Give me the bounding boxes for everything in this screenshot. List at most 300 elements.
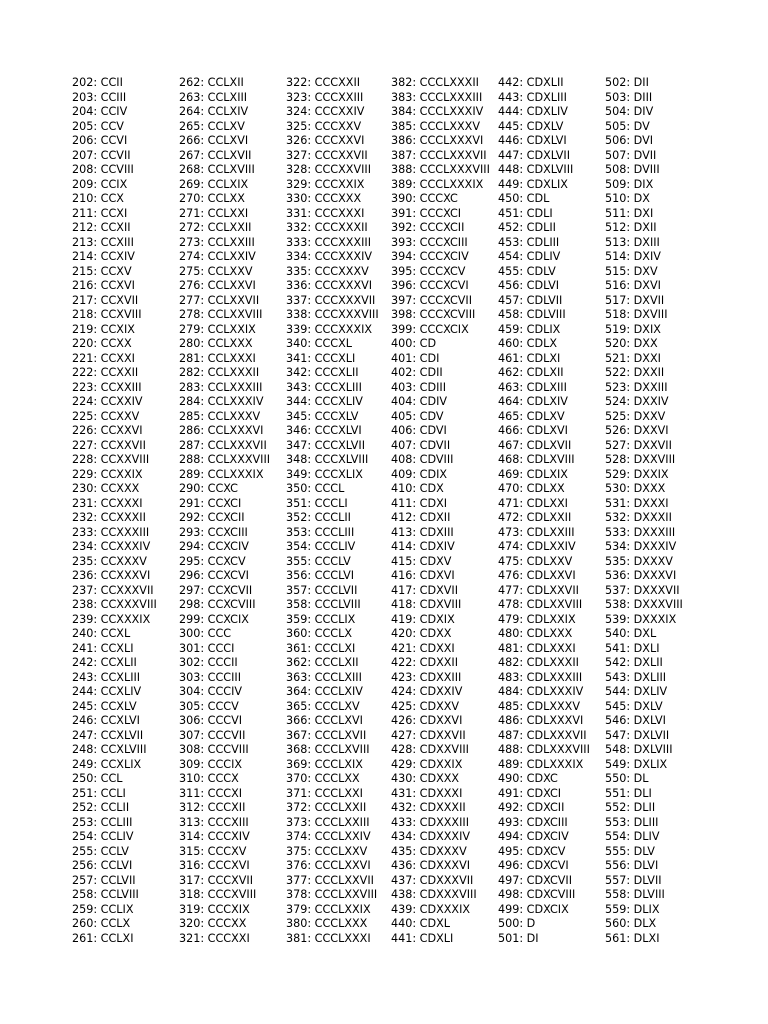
numeral-entry: 459: CDLIX [498,322,561,336]
numeral-entry: 516: DXVI [605,279,661,292]
numeral-entry: 312: CCCXII [179,801,246,814]
numeral-entry: 229: CCXXIX [72,467,143,481]
numeral-entry: 525: DXXV [605,409,666,423]
numeral-entry: 491: CDXCI [498,786,562,800]
numeral-entry: 282: CCLXXXII [179,366,260,379]
numeral-entry: 466: CDLXVI [498,424,568,437]
numeral-entry: 319: CCCXIX [179,902,250,916]
numeral-entry: 379: CCCLXXIX [286,902,371,916]
numeral-entry: 467: CDLXVII [498,438,572,452]
numeral-entry: 561: DLXI [605,931,660,945]
numeral-entry: 237: CCXXXVII [72,583,154,597]
numeral-entry: 438: CDXXXVIII [391,888,477,901]
numeral-entry: 426: CDXXVI [391,714,463,727]
numeral-entry: 360: CCCLX [286,627,353,640]
numeral-entry: 315: CCCXV [179,844,247,858]
numeral-entry: 486: CDLXXXVI [498,714,584,727]
numeral-entry: 242: CCXLII [72,656,137,669]
numeral-entry: 362: CCCLXII [286,656,359,669]
numeral-entry: 406: CDVI [391,424,447,437]
numeral-entry: 337: CCCXXXVII [286,293,376,307]
numeral-entry: 328: CCCXXVIII [286,163,371,176]
numeral-entry: 400: CD [391,337,437,350]
numeral-entry: 496: CDXCVI [498,859,569,872]
numeral-entry: 351: CCCLI [286,496,348,510]
numeral-entry: 262: CCLXII [179,76,244,89]
numeral-entry: 541: DXLI [605,641,660,655]
numeral-entry: 408: CDVIII [391,453,454,466]
numeral-entry: 397: CCCXCVII [391,293,473,307]
numeral-entry: 232: CCXXXII [72,511,146,524]
numeral-entry: 331: CCCXXXI [286,206,365,220]
numeral-entry: 295: CCXCV [179,554,246,568]
numeral-entry: 296: CCXCVI [179,569,249,582]
numeral-entry: 320: CCCXX [179,917,247,930]
numeral-entry: 548: DXLVIII [605,743,673,756]
numeral-entry: 277: CCLXXVII [179,293,260,307]
numeral-entry: 209: CCIX [72,177,128,191]
numeral-entry: 462: CDLXII [498,366,564,379]
numeral-entry: 458: CDLVIII [498,308,566,321]
numeral-entry: 395: CCCXCV [391,264,466,278]
numeral-entry: 323: CCCXXIII [286,90,364,104]
numeral-entry: 421: CDXXI [391,641,455,655]
numeral-entry: 510: DX [605,192,650,205]
numeral-entry: 281: CCLXXXI [179,351,256,365]
numeral-entry: 241: CCXLI [72,641,134,655]
numeral-entry: 504: DIV [605,105,654,118]
numeral-entry: 507: DVII [605,148,657,162]
numeral-entry: 308: CCCVIII [179,743,249,756]
numeral-entry: 393: CCCXCIII [391,235,468,249]
numeral-entry: 368: CCCLXVIII [286,743,370,756]
numeral-entry: 231: CCXXXI [72,496,143,510]
numeral-entry: 512: DXII [605,221,657,234]
numeral-entry: 271: CCLXXI [179,206,249,220]
numeral-entry: 253: CCLIII [72,815,133,829]
numeral-entry: 511: DXI [605,206,654,220]
numeral-entry: 527: DXXVII [605,438,672,452]
numeral-entry: 266: CCLXVI [179,134,249,147]
numeral-entry: 523: DXXIII [605,380,668,394]
numeral-entry: 269: CCLXIX [179,177,249,191]
numeral-entry: 447: CDXLVII [498,148,571,162]
numeral-entry: 244: CCXLIV [72,685,142,698]
numeral-entry: 251: CCLI [72,786,126,800]
numeral-entry: 416: CDXVI [391,569,455,582]
numeral-entry: 490: CDXC [498,772,558,785]
numeral-entry: 558: DLVIII [605,888,665,901]
numeral-entry: 293: CCXCIII [179,525,248,539]
numeral-entry: 391: CCCXCI [391,206,462,220]
numeral-entry: 425: CDXXV [391,699,460,713]
numeral-entry: 410: CDX [391,482,444,495]
numeral-entry: 535: DXXXV [605,554,673,568]
numeral-entry: 297: CCXCVII [179,583,253,597]
numeral-entry: 390: CCCXC [391,192,458,205]
numeral-entry: 493: CDXCIII [498,815,568,829]
numeral-entry: 386: CCCLXXXVI [391,134,484,147]
numeral-entry: 279: CCLXXIX [179,322,256,336]
numeral-entry: 227: CCXXVII [72,438,146,452]
numeral-entry: 431: CDXXXI [391,786,463,800]
numeral-entry: 206: CCVI [72,134,128,147]
numeral-entry: 488: CDLXXXVIII [498,743,590,756]
numeral-entry: 347: CCCXLVII [286,438,366,452]
numeral-entry: 556: DLVI [605,859,659,872]
column-2 [179,76,270,946]
numeral-entry: 343: CCCXLIII [286,380,362,394]
numeral-entry: 238: CCXXXVIII [72,598,157,611]
numeral-entry: 542: DXLII [605,656,663,669]
numeral-entry: 483: CDLXXXIII [498,670,583,684]
numeral-entry: 260: CCLX [72,917,131,930]
numeral-entry: 290: CCXC [179,482,238,495]
numeral-entry: 498: CDXCVIII [498,888,576,901]
numeral-entry: 409: CDIX [391,467,448,481]
numeral-entry: 342: CCCXLII [286,366,359,379]
numeral-entry: 243: CCXLIII [72,670,141,684]
numeral-entry: 348: CCCXLVIII [286,453,369,466]
numeral-entry: 333: CCCXXXIII [286,235,372,249]
numeral-entry: 330: CCCXXX [286,192,362,205]
numeral-entry: 292: CCXCII [179,511,245,524]
numeral-entry: 533: DXXXIII [605,525,676,539]
numeral-entry: 457: CDLVII [498,293,563,307]
numeral-entry: 285: CCLXXXV [179,409,261,423]
numeral-entry: 222: CCXXII [72,366,139,379]
numeral-entry: 413: CDXIII [391,525,454,539]
numeral-entry: 444: CDXLIV [498,105,568,118]
numeral-entry: 240: CCXL [72,627,131,640]
numeral-entry: 448: CDXLVIII [498,163,574,176]
numeral-entry: 291: CCXCI [179,496,242,510]
numeral-entry: 480: CDLXXX [498,627,573,640]
numeral-entry: 294: CCXCIV [179,540,249,553]
numeral-entry: 445: CDXLV [498,119,564,133]
numeral-entry: 257: CCLVII [72,873,136,887]
numeral-entry: 376: CCCLXXVI [286,859,371,872]
numeral-entry: 399: CCCXCIX [391,322,469,336]
numeral-entry: 404: CDIV [391,395,448,408]
numeral-entry: 300: CCC [179,627,232,640]
numeral-entry: 461: CDLXI [498,351,561,365]
numeral-entry: 374: CCCLXXIV [286,830,371,843]
numeral-entry: 412: CDXII [391,511,451,524]
numeral-entry: 259: CCLIX [72,902,134,916]
numeral-entry: 429: CDXXIX [391,757,463,771]
numeral-entry: 449: CDXLIX [498,177,568,191]
numeral-entry: 255: CCLV [72,844,129,858]
numeral-entry: 439: CDXXXIX [391,902,471,916]
numeral-entry: 522: DXXII [605,366,665,379]
numeral-entry: 261: CCLXI [72,931,134,945]
numeral-entry: 326: CCCXXVI [286,134,365,147]
numeral-entry: 234: CCXXXIV [72,540,151,553]
numeral-entry: 299: CCXCIX [179,612,249,626]
numeral-entry: 436: CDXXXVI [391,859,471,872]
numeral-entry: 472: CDLXXII [498,511,572,524]
numeral-entry: 540: DXL [605,627,657,640]
numeral-entry: 477: CDLXXVII [498,583,579,597]
numeral-entry: 350: CCCL [286,482,345,495]
numeral-entry: 310: CCCX [179,772,239,785]
numeral-entry: 537: DXXXVII [605,583,680,597]
numeral-entry: 503: DIII [605,90,653,104]
numeral-entry: 530: DXXX [605,482,666,495]
numeral-entry: 211: CCXI [72,206,128,220]
numeral-entry: 245: CCXLV [72,699,137,713]
numeral-entry: 316: CCCXVI [179,859,250,872]
numeral-entry: 528: DXXVIII [605,453,676,466]
numeral-entry: 224: CCXXIV [72,395,143,408]
numeral-entry: 225: CCXXV [72,409,140,423]
numeral-entry: 334: CCCXXXIV [286,250,373,263]
numeral-entry: 226: CCXXVI [72,424,143,437]
numeral-entry: 437: CDXXXVII [391,873,474,887]
numeral-entry: 371: CCCLXXI [286,786,363,800]
numeral-entry: 208: CCVIII [72,163,134,176]
numeral-entry: 531: DXXXI [605,496,669,510]
numeral-entry: 549: DXLIX [605,757,668,771]
numeral-entry: 546: DXLVI [605,714,666,727]
numeral-entry: 280: CCLXXX [179,337,253,350]
numeral-entry: 514: DXIV [605,250,661,263]
numeral-entry: 289: CCLXXXIX [179,467,264,481]
numeral-entry: 263: CCLXIII [179,90,248,104]
numeral-entry: 501: DI [498,931,539,945]
numeral-entry: 210: CCX [72,192,124,205]
numeral-entry: 476: CDLXXVI [498,569,576,582]
numeral-entry: 482: CDLXXXII [498,656,579,669]
column-1 [72,76,157,946]
numeral-entry: 497: CDXCVII [498,873,573,887]
numeral-entry: 474: CDLXXIV [498,540,576,553]
numeral-entry: 414: CDXIV [391,540,455,553]
column-4 [391,76,490,946]
numeral-entry: 543: DXLIII [605,670,667,684]
numeral-entry: 247: CCXLVII [72,728,144,742]
numeral-entry: 385: CCCLXXXV [391,119,480,133]
numeral-entry: 454: CDLIV [498,250,561,263]
numeral-entry: 524: DXXIV [605,395,669,408]
numeral-entry: 207: CCVII [72,148,131,162]
numeral-entry: 365: CCCLXV [286,699,360,713]
numeral-entry: 248: CCXLVIII [72,743,147,756]
numeral-entry: 463: CDLXIII [498,380,567,394]
numeral-entry: 388: CCCLXXXVIII [391,163,490,176]
numeral-entry: 214: CCXIV [72,250,135,263]
numeral-entry: 518: DXVIII [605,308,668,321]
numeral-entry: 341: CCCXLI [286,351,356,365]
numeral-entry: 551: DLI [605,786,652,800]
numeral-entry: 268: CCLXVIII [179,163,255,176]
numeral-entry: 354: CCCLIV [286,540,356,553]
numeral-entry: 264: CCLXIV [179,105,249,118]
numeral-entry: 239: CCXXXIX [72,612,151,626]
numeral-entry: 217: CCXVII [72,293,139,307]
numeral-entry: 420: CDXX [391,627,452,640]
numeral-entry: 442: CDXLII [498,76,564,89]
numeral-entry: 202: CCII [72,76,123,89]
numeral-entry: 469: CDLXIX [498,467,568,481]
numeral-entry: 428: CDXXVIII [391,743,469,756]
numeral-entry: 284: CCLXXXIV [179,395,264,408]
numeral-entry: 470: CDLXX [498,482,565,495]
numeral-entry: 378: CCCLXXVIII [286,888,378,901]
numeral-entry: 367: CCCLXVII [286,728,367,742]
numeral-entry: 443: CDXLIII [498,90,567,104]
numeral-entry: 492: CDXCII [498,801,565,814]
numeral-entry: 384: CCCLXXXIV [391,105,484,118]
numeral-entry: 440: CDXL [391,917,451,930]
numeral-entry: 515: DXV [605,264,658,278]
numeral-entry: 538: DXXXVIII [605,598,683,611]
numeral-entry: 383: CCCLXXXIII [391,90,483,104]
numeral-entry: 455: CDLV [498,264,556,278]
numeral-entry: 475: CDLXXV [498,554,573,568]
numeral-entry: 552: DLII [605,801,656,814]
numeral-entry: 302: CCCII [179,656,238,669]
numeral-entry: 375: CCCLXXV [286,844,368,858]
numeral-entry: 398: CCCXCVIII [391,308,476,321]
numeral-entry: 358: CCCLVIII [286,598,361,611]
numeral-entry: 346: CCCXLVI [286,424,362,437]
numeral-entry: 254: CCLIV [72,830,134,843]
numeral-entry: 349: CCCXLIX [286,467,363,481]
numeral-entry: 465: CDLXV [498,409,565,423]
numeral-entry: 219: CCXIX [72,322,135,336]
numeral-entry: 212: CCXII [72,221,131,234]
numeral-entry: 278: CCLXXVIII [179,308,263,321]
numeral-entry: 236: CCXXXVI [72,569,151,582]
numeral-entry: 481: CDLXXXI [498,641,576,655]
numeral-entry: 479: CDLXXIX [498,612,576,626]
numeral-entry: 502: DII [605,76,649,89]
numeral-entry: 401: CDI [391,351,440,365]
numeral-entry: 307: CCCVII [179,728,246,742]
numeral-entry: 344: CCCXLIV [286,395,363,408]
numeral-entry: 313: CCCXIII [179,815,249,829]
numeral-entry: 233: CCXXXIII [72,525,150,539]
numeral-entry: 370: CCCLXX [286,772,360,785]
numeral-entry: 338: CCCXXXVIII [286,308,379,321]
numeral-entry: 495: CDXCV [498,844,566,858]
numeral-entry: 283: CCLXXXIII [179,380,263,394]
numeral-entry: 460: CDLX [498,337,558,350]
numeral-entry: 544: DXLIV [605,685,668,698]
numeral-entry: 553: DLIII [605,815,659,829]
numeral-entry: 423: CDXXIII [391,670,462,684]
numeral-entry: 484: CDLXXXIV [498,685,584,698]
numeral-entry: 336: CCCXXXVI [286,279,373,292]
numeral-entry: 218: CCXVIII [72,308,142,321]
numeral-entry: 246: CCXLVI [72,714,140,727]
numeral-entry: 487: CDLXXXVII [498,728,587,742]
numeral-entry: 520: DXX [605,337,658,350]
numeral-entry: 363: CCCLXIII [286,670,362,684]
numeral-entry: 494: CDXCIV [498,830,569,843]
numeral-entry: 275: CCLXXV [179,264,253,278]
numeral-entry: 451: CDLI [498,206,553,220]
numeral-entry: 329: CCCXXIX [286,177,365,191]
column-6 [605,76,683,946]
numeral-entry: 456: CDLVI [498,279,560,292]
numeral-entry: 359: CCCLIX [286,612,356,626]
numeral-entry: 230: CCXXX [72,482,140,495]
numeral-entry: 500: D [498,917,536,930]
numeral-entry: 478: CDLXXVIII [498,598,583,611]
numeral-entry: 430: CDXXX [391,772,460,785]
numeral-entry: 411: CDXI [391,496,448,510]
numeral-entry: 270: CCLXX [179,192,245,205]
numeral-entry: 361: CCCLXI [286,641,356,655]
numeral-entry: 311: CCCXI [179,786,243,800]
numeral-entry: 353: CCCLIII [286,525,355,539]
numeral-entry: 258: CCLVIII [72,888,139,901]
numeral-entry: 418: CDXVIII [391,598,462,611]
numeral-entry: 517: DXVII [605,293,665,307]
numeral-entry: 453: CDLIII [498,235,560,249]
numeral-entry: 220: CCXX [72,337,132,350]
numeral-entry: 513: DXIII [605,235,660,249]
numeral-entry: 536: DXXXVI [605,569,677,582]
numeral-entry: 526: DXXVI [605,424,669,437]
column-3 [286,76,379,946]
numeral-entry: 532: DXXXII [605,511,672,524]
numeral-entry: 539: DXXXIX [605,612,677,626]
numeral-entry: 402: CDII [391,366,443,379]
numeral-entry: 392: CCCXCII [391,221,465,234]
numeral-entry: 318: CCCXVIII [179,888,257,901]
numeral-entry: 369: CCCLXIX [286,757,363,771]
numeral-entry: 489: CDLXXXIX [498,757,584,771]
numeral-entry: 321: CCCXXI [179,931,250,945]
numeral-entry: 508: DVIII [605,163,660,176]
numeral-entry: 407: CDVII [391,438,451,452]
numeral-entry: 417: CDXVII [391,583,459,597]
numeral-entry: 373: CCCLXXIII [286,815,370,829]
numeral-entry: 265: CCLXV [179,119,245,133]
numeral-entry: 304: CCCIV [179,685,243,698]
numeral-entry: 471: CDLXXI [498,496,568,510]
numeral-entry: 381: CCCLXXXI [286,931,371,945]
numeral-entry: 422: CDXXII [391,656,459,669]
numeral-entry: 322: CCCXXII [286,76,361,89]
numeral-entry: 332: CCCXXXII [286,221,368,234]
numeral-entry: 382: CCCLXXXII [391,76,479,89]
numeral-entry: 228: CCXXVIII [72,453,150,466]
numeral-entry: 452: CDLII [498,221,556,234]
numeral-entry: 509: DIX [605,177,654,191]
numeral-entry: 213: CCXIII [72,235,134,249]
numeral-entry: 434: CDXXXIV [391,830,471,843]
numeral-entry: 506: DVI [605,134,654,147]
numeral-entry: 314: CCCXIV [179,830,250,843]
numeral-entry: 427: CDXXVII [391,728,466,742]
numeral-entry: 215: CCXV [72,264,132,278]
numeral-entry: 377: CCCLXXVII [286,873,374,887]
numeral-entry: 521: DXXI [605,351,661,365]
numeral-entry: 464: CDLXIV [498,395,568,408]
numeral-entry: 519: DXIX [605,322,661,336]
numeral-entry: 356: CCCLVI [286,569,355,582]
numeral-entry: 274: CCLXXIV [179,250,256,263]
numeral-entry: 287: CCLXXXVII [179,438,267,452]
numeral-entry: 545: DXLV [605,699,663,713]
numeral-entry: 216: CCXVI [72,279,135,292]
numeral-entry: 327: CCCXXVII [286,148,368,162]
